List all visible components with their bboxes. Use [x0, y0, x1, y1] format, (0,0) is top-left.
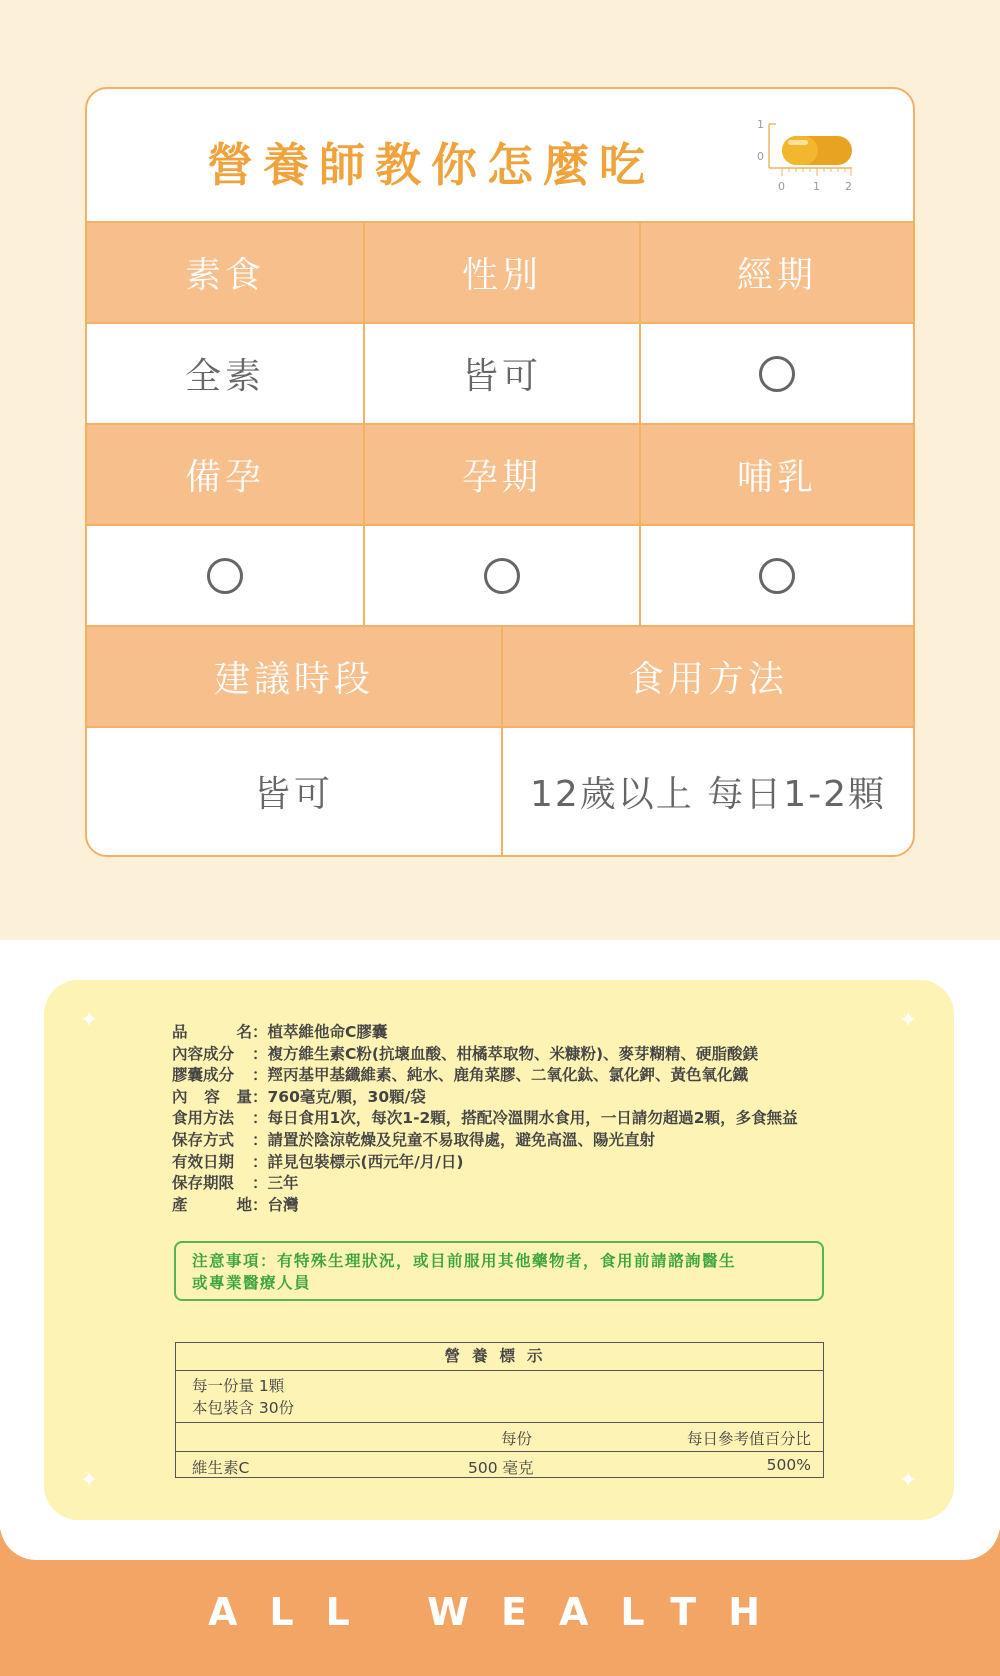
info-value: 詳見包裝標示(西元年/月/日) — [267, 1152, 464, 1171]
circle-mark-icon — [207, 558, 243, 594]
info-value: 760毫克/顆，30顆/袋 — [267, 1087, 426, 1106]
value-menstruation — [639, 324, 913, 425]
caution-line-1: 注意事項：有特殊生理狀況，或目前服用其他藥物者，食用前請諮詢醫生 — [192, 1252, 737, 1270]
sparkle-icon: ✦ — [899, 1008, 918, 1033]
nutrition-table — [175, 1342, 824, 1478]
value-row-3 — [87, 728, 913, 855]
header-preconception: 備孕 — [87, 425, 363, 526]
info-label: 保存方式 — [172, 1130, 235, 1149]
nutrition-title: 營養標示 — [176, 1343, 823, 1371]
serving-size: 每一份量 1顆 — [192, 1377, 285, 1395]
circle-mark-icon — [759, 356, 795, 392]
info-value: 請置於陰涼乾燥及兒童不易取得處，避免高溫、陽光直射 — [267, 1130, 656, 1149]
value-usage: 12歲以上 每日1-2顆 — [501, 728, 913, 855]
brand-wordmark: ALL WEALTH — [208, 1590, 792, 1634]
servings-per-pack: 本包裝含 30份 — [192, 1399, 295, 1417]
header-timing: 建議時段 — [87, 627, 501, 728]
caution-note — [174, 1241, 824, 1301]
scale-x2: 2 — [845, 180, 852, 193]
info-label: 有效日期 — [172, 1152, 235, 1171]
info-label: 產 地 — [172, 1195, 252, 1214]
header-row-2 — [87, 425, 913, 526]
dietitian-card — [85, 87, 915, 857]
value-gender: 皆可 — [363, 324, 639, 425]
nutrition-row — [176, 1452, 823, 1478]
sparkle-icon: ✦ — [80, 1008, 99, 1033]
header-vegan: 素食 — [87, 223, 363, 324]
info-value: 每日食用1次，每次1-2顆，搭配冷溫開水食用，一日請勿超過2顆，多食無益 — [267, 1109, 798, 1128]
value-timing: 皆可 — [87, 728, 501, 855]
sparkle-icon: ✦ — [80, 1468, 99, 1493]
info-row: 有效日期 ： 詳見包裝標示(西元年/月/日) — [172, 1152, 798, 1174]
scale-y1: 1 — [757, 118, 764, 131]
header-gender: 性別 — [363, 223, 639, 324]
info-value: 複方維生素C粉(抗壞血酸、柑橘萃取物、米糠粉)、麥芽糊精、硬脂酸鎂 — [267, 1044, 759, 1063]
value-row-1 — [87, 324, 913, 425]
nutrient-amount: 500 毫克 — [468, 1459, 534, 1477]
info-value: 羥丙基甲基纖維素、純水、鹿角菜膠、二氧化鈦、氯化鉀、黃色氧化鐵 — [267, 1066, 749, 1085]
scale-x0: 0 — [778, 180, 785, 193]
info-row: 內容成分 ： 複方維生素C粉(抗壞血酸、柑橘萃取物、米糠粉)、麥芽糊精、硬脂酸鎂 — [172, 1044, 798, 1066]
info-label: 食用方法 — [172, 1109, 235, 1128]
nutrition-serving — [176, 1371, 823, 1423]
value-row-2 — [87, 526, 913, 627]
col-daily-value: 每日參考值百分比 — [686, 1430, 811, 1448]
scale-y0: 0 — [757, 150, 764, 163]
value-pregnancy — [363, 526, 639, 627]
info-value: 台灣 — [267, 1195, 299, 1214]
info-label: 內 容 量 — [172, 1087, 252, 1106]
info-row: 保存方式 ： 請置於陰涼乾燥及兒童不易取得處，避免高溫、陽光直射 — [172, 1130, 798, 1152]
caution-line-2: 或專業醫療人員 — [192, 1274, 312, 1292]
product-info-list — [172, 1022, 798, 1216]
scale-x1: 1 — [813, 180, 820, 193]
info-label: 膠囊成分 — [172, 1066, 235, 1085]
header-row-1 — [87, 223, 913, 324]
capsule-icon — [742, 114, 852, 199]
value-breastfeeding — [639, 526, 913, 627]
header-usage: 食用方法 — [501, 627, 913, 728]
circle-mark-icon — [484, 558, 520, 594]
header-menstruation: 經期 — [639, 223, 913, 324]
info-label: 內容成分 — [172, 1044, 235, 1063]
nutrient-name: 維生素C — [192, 1459, 250, 1477]
nutrition-column-headers — [176, 1423, 823, 1452]
info-row: 內 容 量 ： 760毫克/顆，30顆/袋 — [172, 1087, 798, 1109]
header-breastfeeding: 哺乳 — [639, 425, 913, 526]
sparkle-icon: ✦ — [899, 1468, 918, 1493]
info-value: 植萃維他命C膠囊 — [267, 1023, 388, 1041]
info-row: 保存期限 ： 三年 — [172, 1173, 798, 1195]
info-row: 品 名 ： 植萃維他命C膠囊 — [172, 1022, 798, 1044]
info-row: 膠囊成分 ： 羥丙基甲基纖維素、純水、鹿角菜膠、二氧化鈦、氯化鉀、黃色氧化鐵 — [172, 1065, 798, 1087]
info-row: 食用方法 ： 每日食用1次，每次1-2顆，搭配冷溫開水食用，一日請勿超過2顆，多食無益 — [172, 1108, 798, 1130]
col-per-serving: 每份 — [501, 1430, 533, 1448]
value-preconception — [87, 526, 363, 627]
header-pregnancy: 孕期 — [363, 425, 639, 526]
circle-mark-icon — [759, 558, 795, 594]
info-row: 產 地 ： 台灣 — [172, 1195, 798, 1217]
card-title-area — [87, 89, 913, 223]
card-title: 營養師教你怎麼吃 — [207, 138, 655, 192]
header-row-3 — [87, 627, 913, 728]
info-value: 三年 — [267, 1174, 299, 1193]
info-label: 保存期限 — [172, 1174, 235, 1193]
nutrient-percent: 500% — [766, 1456, 811, 1474]
info-label: 品 名 — [172, 1023, 252, 1041]
value-vegan: 全素 — [87, 324, 363, 425]
